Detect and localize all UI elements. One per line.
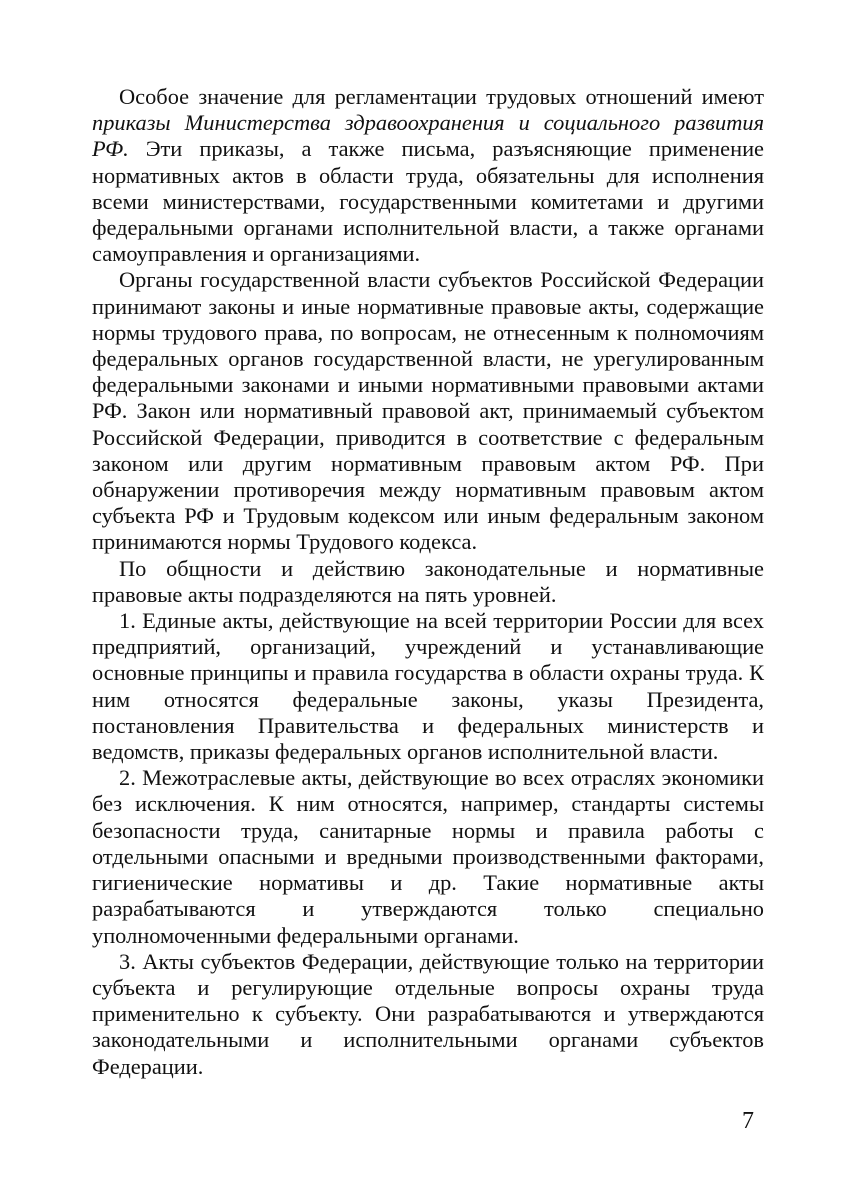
page-number: 7 bbox=[742, 1108, 754, 1134]
paragraph-level-2-intersectoral-acts: 2. Межотраслевые акты, действующие во всех отраслях экономики без исключения. К ним относятся, например, стандарты системы безопасности труда, санитарные нормы и правила работы с отдельными опасными и вредными производственными факторами, гигиенические нормативы и др. Такие нормативные акты разрабатываются и утверждаются только специально уполномоченными федеральными органами. bbox=[92, 765, 764, 948]
paragraph-level-3-regional-acts: 3. Акты субъектов Федерации, действующие только на территории субъекта и регулирующие отдельные вопросы охраны труда применительно к субъекту. Они разрабатываются и утверждаются законодательными и исполнительными органами субъектов Федерации. bbox=[92, 948, 764, 1079]
paragraph-ministry-orders bbox=[92, 84, 764, 267]
ministry-orders-emphasis: приказы Министерства здравоохранения и социального развития РФ. bbox=[92, 110, 764, 162]
paragraph-continuation-text: Эти приказы, а также письма, разъясняющие применение нормативных актов в области труда, обязательны для исполнения всеми министерствами, государственными комитетами и другими федеральными органами исполнительной власти, а также органами самоуправления и организациями. bbox=[92, 136, 764, 267]
paragraph-lead-text: Особое значение для регламентации трудовых отношений имеют bbox=[119, 84, 764, 109]
paragraph-regional-authorities: Органы государственной власти субъектов Российской Федерации принимают законы и иные нормативные правовые акты, содержащие нормы трудового права, по вопросам, не отнесенным к полномочиям федеральных органов государственной власти, не урегулированным федеральными законами и иными нормативными правовыми актами РФ. Закон или нормативный правовой акт, принимаемый субъектом Российской Федерации, приводится в соответствие с федеральным законом или другим нормативным правовым актом РФ. При обнаружении противоречия между нормативным правовым актом субъекта РФ и Трудовым кодексом или иным федеральным законом принимаются нормы Трудового кодекса. bbox=[92, 267, 764, 555]
paragraph-level-1-unified-acts: 1. Единые акты, действующие на всей территории России для всех предприятий, организаций, учреждений и устанавливающие основные принципы и правила государства в области охраны труда. К ним относятся федеральные законы, указы Президента, постановления Правительства и федеральных министерств и ведомств, приказы федеральных органов исполнительной власти. bbox=[92, 608, 764, 765]
paragraph-five-levels: По общности и действию законодательные и нормативные правовые акты подразделяются на пять уровней. bbox=[92, 555, 764, 607]
body-text bbox=[92, 84, 764, 1080]
